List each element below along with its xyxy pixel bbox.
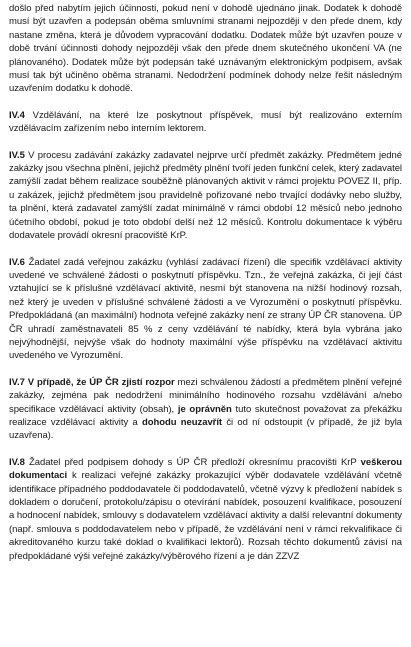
section-text: Žadatel před podpisem dohody s ÚP ČR předloží okresnímu pracovišti KrP [24, 456, 361, 468]
section-text: V procesu zadávání zakázky zadavatel nejprve určí předmět zakázky. Předmětem jedné zakázky jsou všechna plnění, jejichž předměty plnění tvoří jeden funkční celek, který zadavatel zamýšlí zadat během realizace souběžně plánovaných aktivit v rámci projektu POVEZ II, příp. u zakázek, jejichž předmětem jsou pravidelně pořizované nebo trvající dodávky nebo služby, ta plnění, která zadavatel zamýšlí zadat minimálně v rámci období 12 měsíců nebo jednoho účetního období, pokud je toto období delší než 12 měsíců. Kontrolu dokumentace k výběru dodavatele provádí okresní pracoviště KrP. [9, 149, 402, 242]
intro-paragraph: došlo před nabytím jejich účinnosti, pokud není v dohodě ujednáno jinak. Dodatek k dohodě musí být uzavřen a podepsán oběma smluvními stranami nejpozději v den přede dnem, kdy nastane změna, která je důvodem vypracování dodatku. Dodatek může být uzavřen pouze v době trvání účinnosti dohody nejpozději však den přede dnem skutečného ukončení VA (ne plánovaného). Dodatek může být podepsán také uznávaným elektronickým podpisem, avšak musí tak být učiněno oběma stranami. Nedodržení podmínek dohody nelze řešit následným uzavřením dodatku k dohodě. [9, 3, 402, 95]
section-number: IV.6 [9, 256, 25, 268]
section-iv5 [9, 149, 402, 243]
section-iv6 [9, 256, 402, 363]
section-lead-bold: IV.7 V případě, že ÚP ČR zjistí rozpor [9, 376, 175, 388]
emphasis-bold: je oprávněn [177, 403, 232, 415]
section-text: tuto skutečnost považovat za překážku realizace vzdělávací aktivity a [9, 403, 402, 428]
section-text: mezi schválenou žádostí a předmětem plnění veřejné zakázky, zejména pak nedodržení minimálního hodinového rozsahu vzdělávání a/nebo specifikace vzdělávací aktivity (obsah), [9, 376, 402, 415]
section-text: či od ní odstoupit (v případě, že již byla uzavřena). [9, 416, 402, 442]
section-iv7 [9, 376, 402, 443]
section-iv8 [9, 456, 402, 563]
section-text: k realizaci veřejné zakázky prokazující výběr dodavatele vzdělávání včetně identifikace případného poddodavatele či poddodavatelů, včetně výzvy k předložení nabídek s dokladem o doručení, protokolu/zápisu o otevírání nabídek, posouzení kvalifikace, posouzení a hodnocení nabídek, smlouvy s dodavatelem vzdělávací aktivity a další relevantní dokumenty (např. smlouva s poddodavatelem nebo v případě, že vzdělávání není v rámci rekvalifikace či akreditovaného kurzu také doklad o kvalifikaci lektorů). Rozsah těchto dokumentů závisí na předpokládané výši veřejné zakázky/výběrového řízení a je dán ZZVZ [9, 470, 402, 562]
section-number: IV.8 [9, 456, 25, 468]
section-number: IV.5 [9, 149, 25, 161]
section-text: Žadatel zadá veřejnou zakázku (vyhlásí zadávací řízení) dle specifik vzdělávací aktivity uvedené ve schválené žádosti o poskytnutí příspěvku. Tzn., že veřejná zakázka, či její část vztahující se k příslušné vzdělávací aktivitě, nesmí být stanovena na nižší hodinový rozsah, než který je uveden v příslušné schválené žádosti a ve Vyrozumění o poskytnutí příspěvku. Předpokládaná (an maximální) hodnota veřejné zakázky není ze strany ÚP ČR stanovena. ÚP ČR uhradí zaměstnavateli 85 % z ceny vzdělávání té nabídky, která byla vybrána jako nejvýhodnější, nejvýše však do hodnoty maximální výše příspěvku na vzdělávací aktivitu uvedeného ve Vyrozumění. [9, 256, 402, 362]
section-text: Vzdělávání, na které lze poskytnout příspěvek, musí být realizováno externím vzdělávacím zařízením nebo interním lektorem. [9, 109, 402, 135]
emphasis-bold: veškerou dokumentaci [9, 456, 402, 482]
section-number: IV.4 [9, 109, 25, 121]
emphasis-bold: dohodu neuzavřít [141, 416, 223, 428]
section-iv4 [9, 109, 402, 136]
